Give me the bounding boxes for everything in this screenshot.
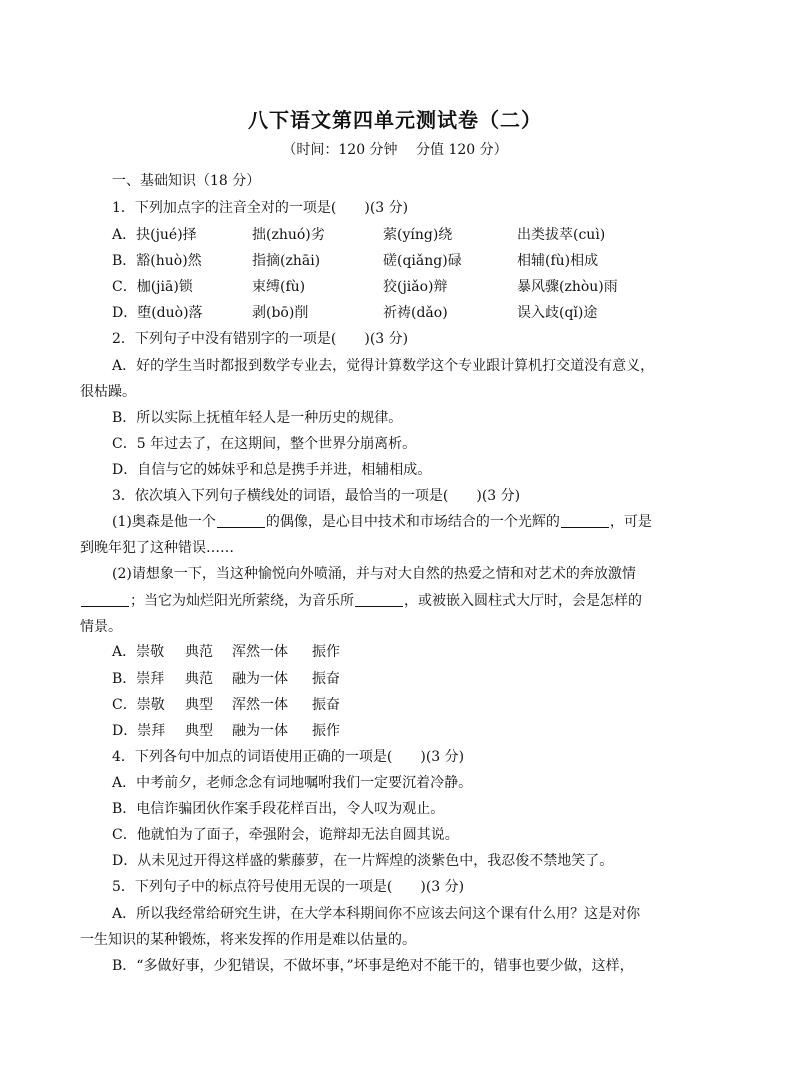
q3-sentence-2: (2)请想象一下，当这种愉悦向外喷涌，并与对大自然的热爱之情和对艺术的奔放激情: [112, 566, 636, 582]
q2-option-b: B．所以实际上抚植年轻人是一种历史的规律。: [112, 410, 403, 426]
q3-option-c-3: 浑然一体: [232, 697, 288, 713]
q1-option-d-4: 误入歧(qǐ)途: [517, 305, 598, 321]
q3-option-b-4: 振奋: [312, 671, 340, 687]
question-1-stem: 1．下列加点字的注音全对的一项是( )(3 分): [112, 200, 409, 216]
q3-sentence-1: [112, 513, 652, 531]
q1-option-a-1: A．抉(jué)择: [112, 227, 197, 243]
q5-option-a-cont: 一生知识的某种锻炼，将来发挥的作用是难以估量的。: [80, 932, 416, 948]
q4-option-b: B．电信诈骗团伙作案手段花样百出，令人叹为观止。: [112, 801, 445, 817]
q3-s1-part2: 的偶像，是心目中技术和市场结合的一个光辉的: [265, 514, 560, 530]
q3-option-b-3: 融为一体: [232, 671, 288, 687]
q3-sentence-1-cont: 到晚年犯了这种错误……: [80, 540, 234, 556]
q3-option-c-1: C．崇敬: [112, 697, 165, 713]
q3-option-d-2: 典型: [185, 723, 213, 739]
q1-option-a-2: 拙(zhuó)劣: [252, 227, 325, 243]
q3-s1-part3: ，可是: [609, 514, 652, 530]
question-4-stem: 4．下列各句中加点的词语使用正确的一项是( )(3 分): [112, 749, 465, 765]
q4-option-d: D．从未见过开得这样盛的紫藤萝，在一片辉煌的淡紫色中，我忍俊不禁地笑了。: [112, 853, 614, 869]
q1-option-b-2: 指摘(zhāi): [252, 253, 321, 269]
q2-option-c: C．5 年过去了，在这期间，整个世界分崩离析。: [112, 436, 417, 452]
q3-sentence-2-end: 情景。: [80, 619, 122, 635]
q3-option-b-2: 典范: [185, 671, 213, 687]
q1-option-b-4: 相辅(fù)相成: [517, 253, 599, 269]
q3-s1-part1: (1)奥森是他一个: [112, 514, 216, 530]
q3-s2-part3: ，或被嵌入圆柱式大厅时，会是怎样的: [404, 593, 642, 609]
q3-option-d-3: 融为一体: [232, 723, 288, 739]
q1-option-d-3: 祈祷(dǎo): [383, 305, 448, 321]
q2-option-a: A．好的学生当时都报到数学专业去，觉得计算数学这个专业跟计算机打交道没有意义，: [112, 358, 655, 374]
fill-blank: [355, 592, 403, 607]
section-heading: 一、基础知识（18 分）: [112, 173, 261, 189]
q1-option-c-2: 束缚(fù): [252, 279, 306, 295]
exam-time-info: （时间：120 分钟 分值 120 分）: [282, 142, 508, 158]
fill-blank: [561, 513, 609, 528]
fill-blank: [81, 592, 129, 607]
q4-option-a: A．中考前夕，老师念念有词地嘱咐我们一定要沉着冷静。: [112, 775, 473, 791]
q3-option-a-1: A．崇敬: [112, 644, 165, 660]
q3-option-a-2: 典范: [185, 644, 213, 660]
q3-option-d-4: 振作: [312, 723, 340, 739]
q3-option-a-4: 振作: [312, 644, 340, 660]
q3-option-a-3: 浑然一体: [232, 644, 288, 660]
q3-option-c-2: 典型: [185, 697, 213, 713]
page-title: 八下语文第四单元测试卷（二）: [248, 108, 542, 132]
q1-option-c-1: C．枷(jiā)锁: [112, 279, 193, 295]
q2-option-a-cont: 很枯躁。: [80, 384, 136, 400]
q3-sentence-2-cont: [80, 592, 642, 610]
q1-option-d-2: 剥(bō)削: [252, 305, 309, 321]
q1-option-c-3: 狡(jiǎo)辩: [383, 279, 448, 295]
q4-option-c: C．他就怕为了面子，牵强附会，诡辩却无法自圆其说。: [112, 827, 459, 843]
q5-option-a: A．所以我经常给研究生讲，在大学本科期间你不应该去问这个课有什么用？这是对你: [112, 906, 641, 922]
q1-option-b-1: B．豁(huò)然: [112, 253, 202, 269]
q1-option-c-4: 暴风骤(zhòu)雨: [517, 279, 618, 295]
q5-option-b: B．“多做好事，少犯错误，不做坏事，”坏事是绝对不能干的，错事也要少做，这样，: [112, 958, 634, 974]
question-2-stem: 2．下列句子中没有错别字的一项是( )(3 分): [112, 331, 409, 347]
q1-option-b-3: 磋(qiǎng)碌: [383, 253, 462, 269]
q2-option-d: D．自信与它的姊妹乎和总是携手并进，相辅相成。: [112, 462, 432, 478]
question-3-stem: 3．依次填入下列句子横线处的词语，最恰当的一项是( )(3 分): [112, 488, 521, 504]
q3-option-b-1: B．崇拜: [112, 671, 165, 687]
q1-option-a-3: 萦(yíng)绕: [383, 227, 453, 243]
q1-option-a-4: 出类拔萃(cuì): [517, 227, 606, 243]
q3-option-d-1: D．崇拜: [112, 723, 166, 739]
q1-option-d-1: D．堕(duò)落: [112, 305, 203, 321]
question-5-stem: 5．下列句子中的标点符号使用无误的一项是( )(3 分): [112, 879, 465, 895]
q3-option-c-4: 振奋: [312, 697, 340, 713]
fill-blank: [217, 513, 265, 528]
q3-s2-part2: ；当它为灿烂阳光所萦绕，为音乐所: [130, 593, 354, 609]
